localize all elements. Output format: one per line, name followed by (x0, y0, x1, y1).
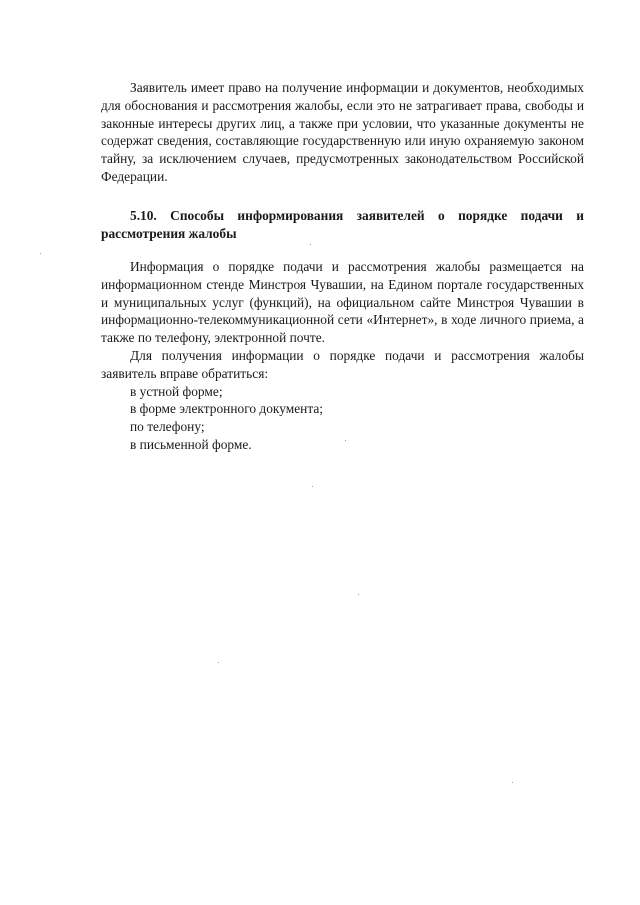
paragraph-complaint-rights: Заявитель имеет право на получение информации и документов, необходимых для обоснования и рассмотрения жалобы, если это не затрагивает права, свободы и законные интересы других лиц, а также при условии, что указанные документы не содержат сведения, составляющие государственную или иную охраняемую законом тайну, за исключением случаев, предусмотренных законодательством Российской Федерации. (101, 80, 584, 184)
scan-speck (358, 594, 359, 595)
paragraph-information-placement: Информация о порядке подачи и рассмотрения жалобы размещается на информационном стенде Минстроя Чувашии, на Едином портале государственных и муниципальных услуг (функций), на официальном сайте Минстроя Чувашии в информационно-телекоммуникационной сети «Интернет», в ходе личного приема, а также по телефону, электронной почте. (101, 259, 584, 346)
scan-speck (218, 662, 219, 663)
list-item-oral: в устной форме; (130, 383, 223, 399)
list-item-written: в письменной форме. (130, 436, 252, 452)
paragraph-block-1 (101, 79, 584, 186)
scan-speck (40, 253, 41, 254)
scan-speck (312, 486, 313, 487)
scan-speck (345, 440, 346, 441)
list-item-phone: по телефону; (130, 419, 205, 435)
section-heading-block (101, 207, 584, 243)
paragraph-block-2 (101, 258, 584, 454)
scan-speck (512, 782, 513, 783)
section-heading: 5.10. Способы информирования заявителей о порядке подачи и рассмотрения жалобы (101, 208, 584, 241)
scan-speck (310, 244, 311, 245)
list-item-electronic: в форме электронного документа; (130, 401, 323, 417)
paragraph-how-to-apply: Для получения информации о порядке подачи и рассмотрения жалобы заявитель вправе обратиться: (101, 347, 584, 381)
